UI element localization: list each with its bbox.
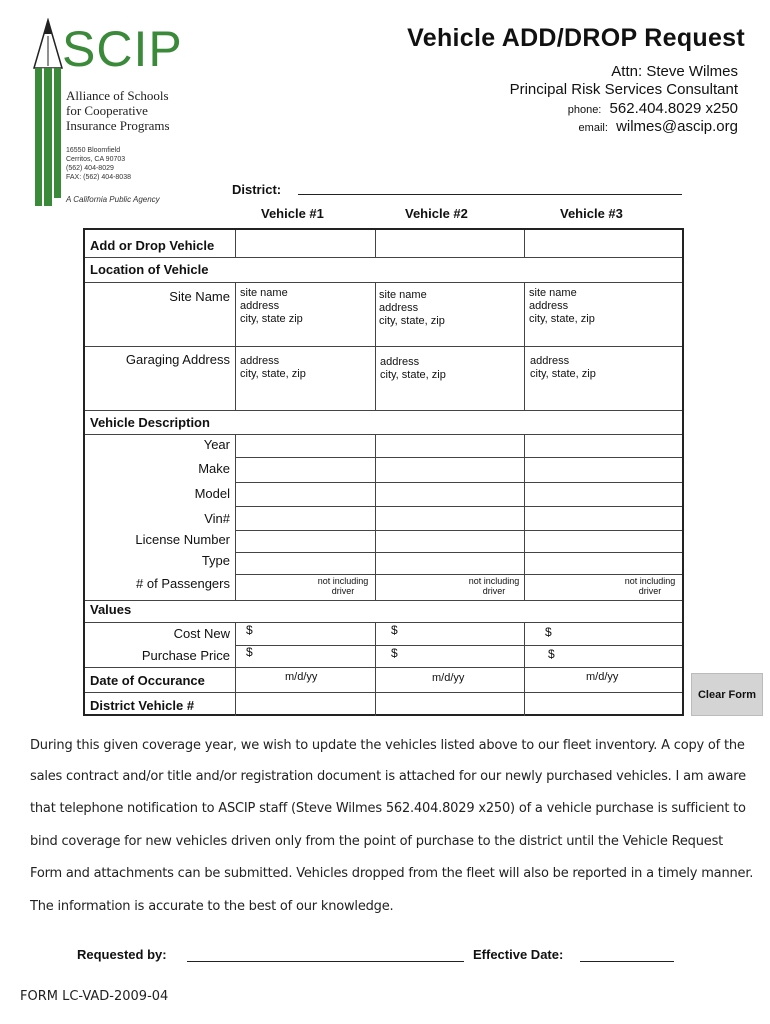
site-name-field-3[interactable]	[529, 287, 595, 326]
hint-text: not including	[624, 576, 676, 586]
agency-label: A California Public Agency	[66, 195, 160, 204]
row-divider	[235, 530, 682, 531]
hint-text: driver	[638, 586, 662, 596]
row-divider	[85, 667, 682, 668]
vehicle-form-table	[83, 228, 684, 716]
hint-text: driver	[331, 586, 355, 596]
role-line: Principal Risk Services Consultant	[509, 81, 738, 98]
hint-text: site name	[240, 287, 288, 299]
logo-tagline-line: for Cooperative	[66, 103, 148, 118]
phone-line	[568, 100, 738, 117]
logo-address	[66, 146, 131, 182]
row-label-site-name: Site Name	[169, 289, 230, 304]
form-id: FORM LC-VAD-2009-04	[20, 989, 169, 1004]
col-divider	[524, 282, 525, 410]
paragraph-line: The information is accurate to the best of our knowledge.	[30, 899, 394, 914]
hint-text: site name	[379, 289, 427, 301]
section-description: Vehicle Description	[90, 415, 210, 430]
effective-date-label: Effective Date:	[473, 947, 564, 962]
cost-new-field-1[interactable]: $	[246, 623, 253, 637]
date-field-3[interactable]: m/d/yy	[586, 671, 619, 683]
effective-date-field[interactable]	[580, 961, 674, 962]
address-line: FAX: (562) 404-8038	[66, 174, 131, 181]
phone-value: 562.404.8029 x250	[609, 100, 738, 117]
column-header-vehicle-3: Vehicle #3	[560, 206, 623, 221]
hint-text: driver	[482, 586, 506, 596]
row-divider	[235, 457, 682, 458]
hint-text: city, state, zip	[529, 313, 595, 325]
row-label-make: Make	[198, 461, 230, 476]
row-label-vin: Vin#	[204, 511, 230, 526]
hint-text: address	[240, 355, 280, 367]
row-label-license: License Number	[135, 532, 230, 547]
col-divider	[375, 282, 376, 410]
requested-by-field[interactable]	[187, 961, 464, 962]
garaging-field-3[interactable]	[530, 355, 596, 381]
passengers-field-1[interactable]	[308, 576, 378, 596]
phone-label: phone:	[567, 104, 602, 116]
row-divider	[85, 434, 682, 435]
email-line	[579, 118, 738, 135]
hint-text: address	[380, 356, 420, 368]
passengers-field-3[interactable]	[615, 576, 685, 596]
hint-text: city, state, zip	[240, 368, 306, 380]
col-divider	[235, 434, 236, 600]
logo-tagline	[66, 88, 170, 133]
hint-text: address	[240, 300, 280, 312]
district-field[interactable]	[298, 194, 682, 195]
date-field-2[interactable]: m/d/yy	[432, 672, 465, 684]
row-divider	[85, 410, 682, 411]
row-divider	[85, 282, 682, 283]
row-divider	[85, 692, 682, 693]
date-field-1[interactable]: m/d/yy	[285, 671, 318, 683]
section-add-drop: Add or Drop Vehicle	[90, 238, 215, 253]
col-divider	[375, 230, 376, 257]
paragraph-line: sales contract and/or title and/or registration document is attached for our newly purchased vehicles. I am aware	[30, 769, 746, 784]
row-label-type: Type	[201, 553, 230, 568]
paragraph-line: that telephone notification to ASCIP staff (Steve Wilmes 562.404.8029 x250) of a vehicle purchase is sufficient to	[30, 801, 746, 816]
col-divider	[235, 622, 236, 716]
row-label-garaging: Garaging Address	[125, 352, 230, 367]
row-divider	[235, 506, 682, 507]
logo-tagline-line: Insurance Programs	[66, 118, 170, 133]
hint-text: address	[379, 302, 419, 314]
paragraph-line: bind coverage for new vehicles driven only from the point of purchase to the district until the Vehicle Request	[30, 834, 724, 849]
row-divider	[235, 552, 682, 553]
address-line: 16550 Bloomfield	[66, 147, 121, 154]
hint-text: not including	[317, 576, 369, 586]
paragraph-line: Form and attachments can be submitted. Vehicles dropped from the fleet will also be reported in a timely manner.	[30, 866, 754, 881]
col-divider	[235, 282, 236, 410]
section-values: Values	[90, 602, 132, 617]
email-label: email:	[578, 122, 608, 134]
row-label-purchase-price: Purchase Price	[141, 648, 230, 663]
paragraph-line: During this given coverage year, we wish to update the vehicles listed above to our fleet inventory. A copy of the	[30, 738, 745, 753]
column-header-vehicle-2: Vehicle #2	[405, 206, 468, 221]
hint-text: city, state, zip	[530, 368, 596, 380]
hint-text: city, state zip	[240, 313, 303, 325]
row-divider	[85, 346, 682, 347]
col-divider	[375, 622, 376, 716]
logo-wordmark: SCIP	[62, 21, 183, 77]
hint-text: city, state, zip	[380, 369, 446, 381]
attn-line: Attn: Steve Wilmes	[611, 63, 738, 80]
passengers-field-2[interactable]	[459, 576, 529, 596]
email-value: wilmes@ascip.org	[616, 118, 738, 135]
row-divider	[85, 600, 682, 601]
row-label-passengers: # of Passengers	[136, 576, 230, 591]
site-name-field-1[interactable]	[240, 287, 303, 326]
district-label: District:	[232, 182, 282, 197]
hint-text: site name	[529, 287, 577, 299]
row-divider	[235, 574, 682, 575]
site-name-field-2[interactable]	[379, 289, 445, 328]
cost-new-field-2[interactable]: $	[391, 623, 398, 637]
hint-text: city, state, zip	[379, 315, 445, 327]
col-divider	[524, 622, 525, 716]
col-divider	[524, 230, 525, 257]
page-title: Vehicle ADD/DROP Request	[407, 24, 745, 52]
row-divider	[85, 257, 682, 258]
garaging-field-2[interactable]	[380, 356, 446, 382]
row-divider	[85, 622, 682, 623]
column-header-vehicle-1: Vehicle #1	[261, 206, 324, 221]
section-location: Location of Vehicle	[90, 262, 209, 277]
address-line: (562) 404-8029	[66, 165, 114, 172]
hint-text: address	[529, 300, 569, 312]
garaging-field-1[interactable]	[240, 355, 306, 381]
row-label-model: Model	[194, 486, 230, 501]
purchase-price-field-2[interactable]: $	[391, 646, 398, 660]
address-line: Cerritos, CA 90703	[66, 156, 126, 163]
row-label-cost-new: Cost New	[173, 626, 230, 641]
section-district-vehicle: District Vehicle #	[90, 698, 195, 713]
row-divider	[235, 645, 682, 646]
section-date: Date of Occurance	[90, 673, 205, 688]
clear-form-button[interactable]: Clear Form	[691, 673, 763, 716]
row-label-year: Year	[203, 437, 230, 452]
hint-text: address	[530, 355, 570, 367]
requested-by-label: Requested by:	[77, 947, 167, 962]
cost-new-field-3[interactable]: $	[545, 625, 552, 639]
col-divider	[235, 230, 236, 257]
row-divider	[235, 482, 682, 483]
logo-tagline-line: Alliance of Schools	[66, 88, 169, 103]
purchase-price-field-1[interactable]: $	[246, 645, 253, 659]
hint-text: not including	[468, 576, 520, 586]
purchase-price-field-3[interactable]: $	[548, 647, 555, 661]
